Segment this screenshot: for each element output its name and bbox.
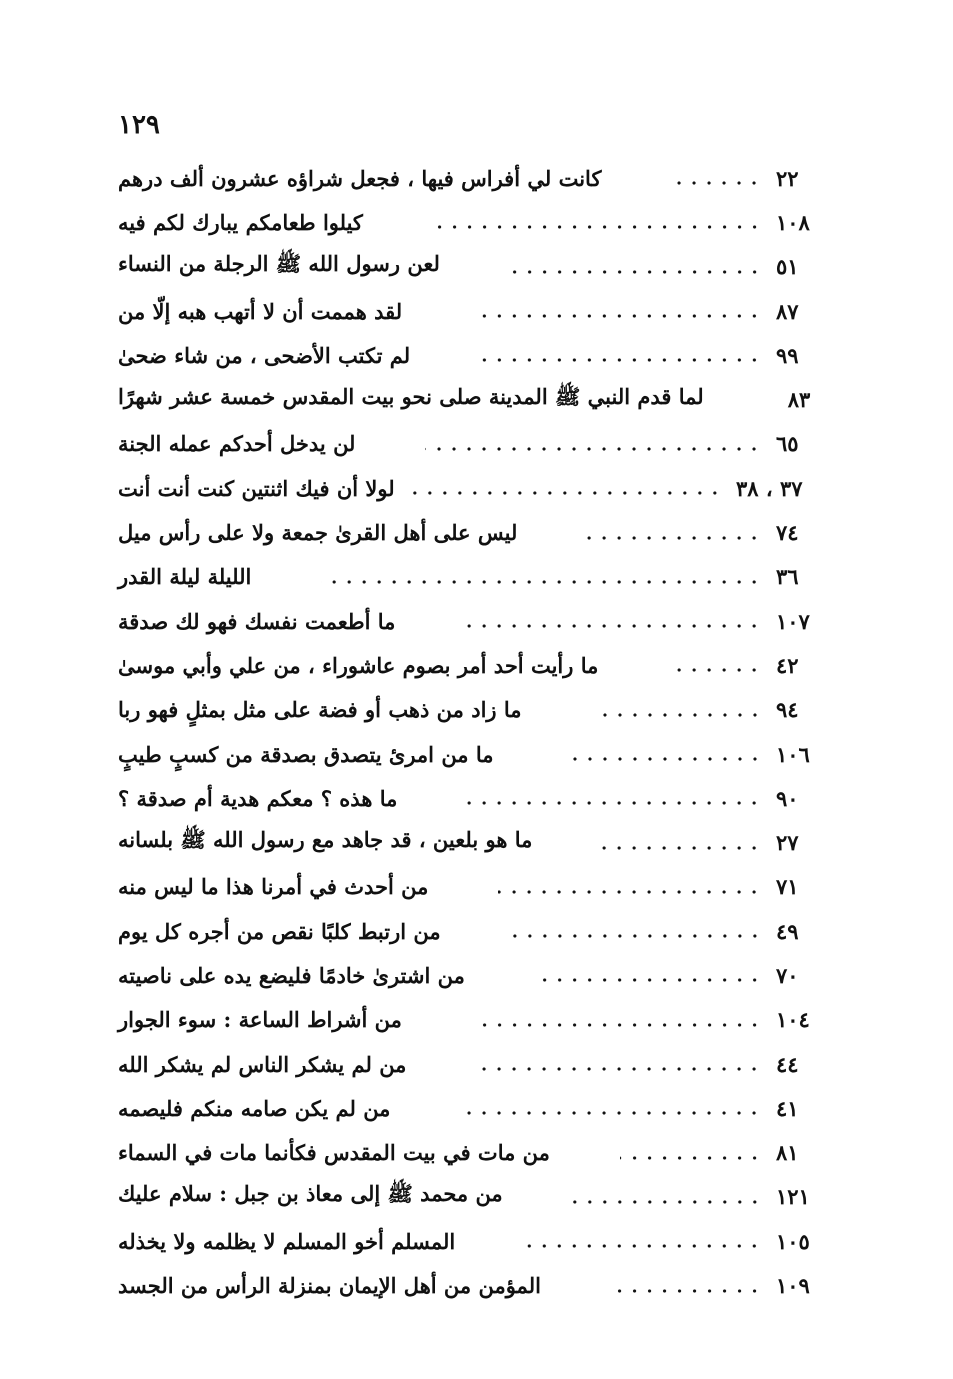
index-entry bbox=[118, 909, 846, 953]
index-entry bbox=[118, 1042, 846, 1086]
dot-leader bbox=[433, 223, 762, 231]
entry-text: المسلم أخو المسلم لا يظلمه ولا يخذله bbox=[118, 1228, 456, 1254]
entry-page-number: ٧١ bbox=[776, 874, 799, 900]
entry-text: الليلة ليلة القدر bbox=[118, 564, 252, 590]
entry-page-number: ٧٤ bbox=[776, 520, 799, 546]
entry-text: من ارتبط كلبًا نقص من أجره كل يوم bbox=[118, 918, 441, 944]
entry-page-number: ٤٢ bbox=[776, 652, 799, 678]
dot-leader bbox=[587, 534, 762, 542]
hadith-index-list bbox=[118, 156, 846, 1308]
entry-page-number: ٤٩ bbox=[776, 918, 799, 944]
entry-text: لما قدم النبي ﷺ المدينة صلى نحو بيت المقدس خمسة عشر شهرًا bbox=[118, 384, 704, 410]
entry-text: ما هو بلعين ، قد جاهد مع رسول الله ﷺ بلسانه bbox=[118, 827, 533, 853]
entry-page-number: ٤١ bbox=[776, 1095, 799, 1121]
dot-leader bbox=[409, 489, 722, 497]
dot-leader bbox=[472, 312, 762, 320]
index-entry bbox=[118, 466, 846, 510]
dot-leader bbox=[511, 932, 762, 940]
entry-page-number: ٦٥ bbox=[776, 431, 799, 457]
index-entry bbox=[118, 377, 846, 421]
dot-leader bbox=[564, 755, 762, 763]
index-entry bbox=[118, 422, 846, 466]
entry-page-number: ١٠٨ bbox=[776, 209, 810, 235]
entry-text: لولا أن فيك اثنتين كنت أنت أنت bbox=[118, 475, 395, 501]
index-entry bbox=[118, 1131, 846, 1175]
dot-leader bbox=[592, 711, 762, 719]
entry-text: ما أطعمت نفسك فهو لك صدقة bbox=[118, 608, 396, 634]
dot-leader bbox=[602, 844, 762, 852]
dot-leader bbox=[460, 1109, 762, 1117]
entry-page-number: ٣٦ bbox=[776, 564, 799, 590]
dot-leader bbox=[510, 268, 762, 276]
index-entry bbox=[118, 1175, 846, 1219]
entry-page-number: ١٠٦ bbox=[776, 741, 810, 767]
index-entry bbox=[118, 865, 846, 909]
index-entry bbox=[118, 1263, 846, 1307]
entry-text: من أشراط الساعة : سوء الجوار bbox=[118, 1007, 402, 1033]
entry-text: من اشترىٰ خادمًا فليضع يده على ناصيته bbox=[118, 962, 465, 988]
dot-leader bbox=[480, 356, 762, 364]
entry-page-number: ٣٧ ، ٣٨ bbox=[736, 475, 803, 501]
dot-leader bbox=[573, 1198, 762, 1206]
entry-text: ما رأيت أحد أمر بصوم عاشوراء ، من علي وأبي موسىٰ bbox=[118, 652, 599, 678]
entry-page-number: ١٠٧ bbox=[776, 608, 810, 634]
dot-leader bbox=[668, 666, 762, 674]
entry-page-number: ١٢١ bbox=[776, 1184, 810, 1210]
index-entry bbox=[118, 732, 846, 776]
dot-leader bbox=[535, 976, 762, 984]
index-entry bbox=[118, 776, 846, 820]
dot-leader bbox=[425, 445, 762, 453]
entry-text: من أحدث في أمرنا هذا ما ليس منه bbox=[118, 874, 429, 900]
entry-page-number: ٥١ bbox=[776, 254, 799, 280]
dot-leader bbox=[611, 1287, 762, 1295]
index-entry bbox=[118, 200, 846, 244]
entry-page-number: ٨٧ bbox=[776, 298, 799, 324]
entry-text: لم تكتب الأضحى ، من شاء ضحىٰ bbox=[118, 342, 411, 368]
entry-page-number: ٢٧ bbox=[776, 830, 799, 856]
entry-page-number: ١٠٤ bbox=[776, 1007, 810, 1033]
entry-text: ما زاد من ذهب أو فضة على مثل بمثلٍ فهو ربا bbox=[118, 697, 522, 723]
index-entry bbox=[118, 643, 846, 687]
entry-page-number: ٧٠ bbox=[776, 962, 799, 988]
entry-text: من لم يكن صامه منكم فليصمه bbox=[118, 1095, 391, 1121]
entry-text: لقد هممت أن لا أتهب هبه إلّا من bbox=[118, 298, 403, 324]
entry-page-number: ٩٠ bbox=[776, 785, 799, 811]
index-entry bbox=[118, 1086, 846, 1130]
page-number: ١٢٩ bbox=[118, 110, 160, 140]
index-entry bbox=[118, 289, 846, 333]
entry-text: كيلوا طعامكم يبارك لكم فيه bbox=[118, 209, 363, 235]
entry-page-number: ٨٣ bbox=[787, 387, 811, 413]
entry-page-number: ٤٤ bbox=[776, 1051, 799, 1077]
dot-leader bbox=[671, 179, 762, 187]
entry-page-number: ٩٤ bbox=[776, 697, 799, 723]
index-entry bbox=[118, 156, 846, 200]
entry-page-number: ١٠٥ bbox=[776, 1228, 810, 1254]
entry-text: من مات في بيت المقدس فكأنما مات في السماء bbox=[118, 1140, 550, 1166]
index-entry bbox=[118, 333, 846, 377]
dot-leader bbox=[467, 799, 762, 807]
entry-text: لعن رسول الله ﷺ الرجلة من النساء bbox=[118, 251, 440, 277]
entry-page-number: ٨١ bbox=[776, 1140, 799, 1166]
index-entry bbox=[118, 510, 846, 554]
entry-text: كانت لي أفراس فيها ، فجعل شراؤه عشرون ألف درهم bbox=[118, 165, 602, 191]
index-entry bbox=[118, 688, 846, 732]
entry-page-number: ٢٢ bbox=[776, 165, 799, 191]
dot-leader bbox=[472, 1021, 762, 1029]
index-entry bbox=[118, 820, 846, 864]
index-entry bbox=[118, 245, 846, 289]
dot-leader bbox=[498, 888, 762, 896]
index-entry bbox=[118, 998, 846, 1042]
entry-text: لن يدخل أحدكم عمله الجنة bbox=[118, 431, 356, 457]
entry-text: ليس على أهل القرىٰ جمعة ولا على رأس ميل bbox=[118, 520, 518, 546]
entry-text: ما من امرئ يتصدق بصدقة من كسبٍ طيبٍ bbox=[118, 741, 494, 767]
index-entry bbox=[118, 599, 846, 643]
dot-leader bbox=[525, 1242, 762, 1250]
entry-text: من لم يشكر الناس لم يشكر الله bbox=[118, 1051, 407, 1077]
entry-page-number: ٩٩ bbox=[776, 342, 799, 368]
index-entry bbox=[118, 1219, 846, 1263]
index-entry bbox=[118, 555, 846, 599]
dot-leader bbox=[465, 622, 762, 630]
dot-leader bbox=[321, 578, 762, 586]
index-entry bbox=[118, 953, 846, 997]
entry-text: ما هذه ؟ معكم هدية أم صدقة ؟ bbox=[118, 785, 398, 811]
dot-leader bbox=[476, 1065, 762, 1073]
entry-text: من محمد ﷺ إلى معاذ بن جبل : سلام عليك bbox=[118, 1181, 503, 1207]
entry-text: المؤمن من أهل الإيمان بمنزلة الرأس من الجسد bbox=[118, 1273, 541, 1299]
dot-leader bbox=[620, 1154, 762, 1162]
entry-page-number: ١٠٩ bbox=[776, 1273, 810, 1299]
